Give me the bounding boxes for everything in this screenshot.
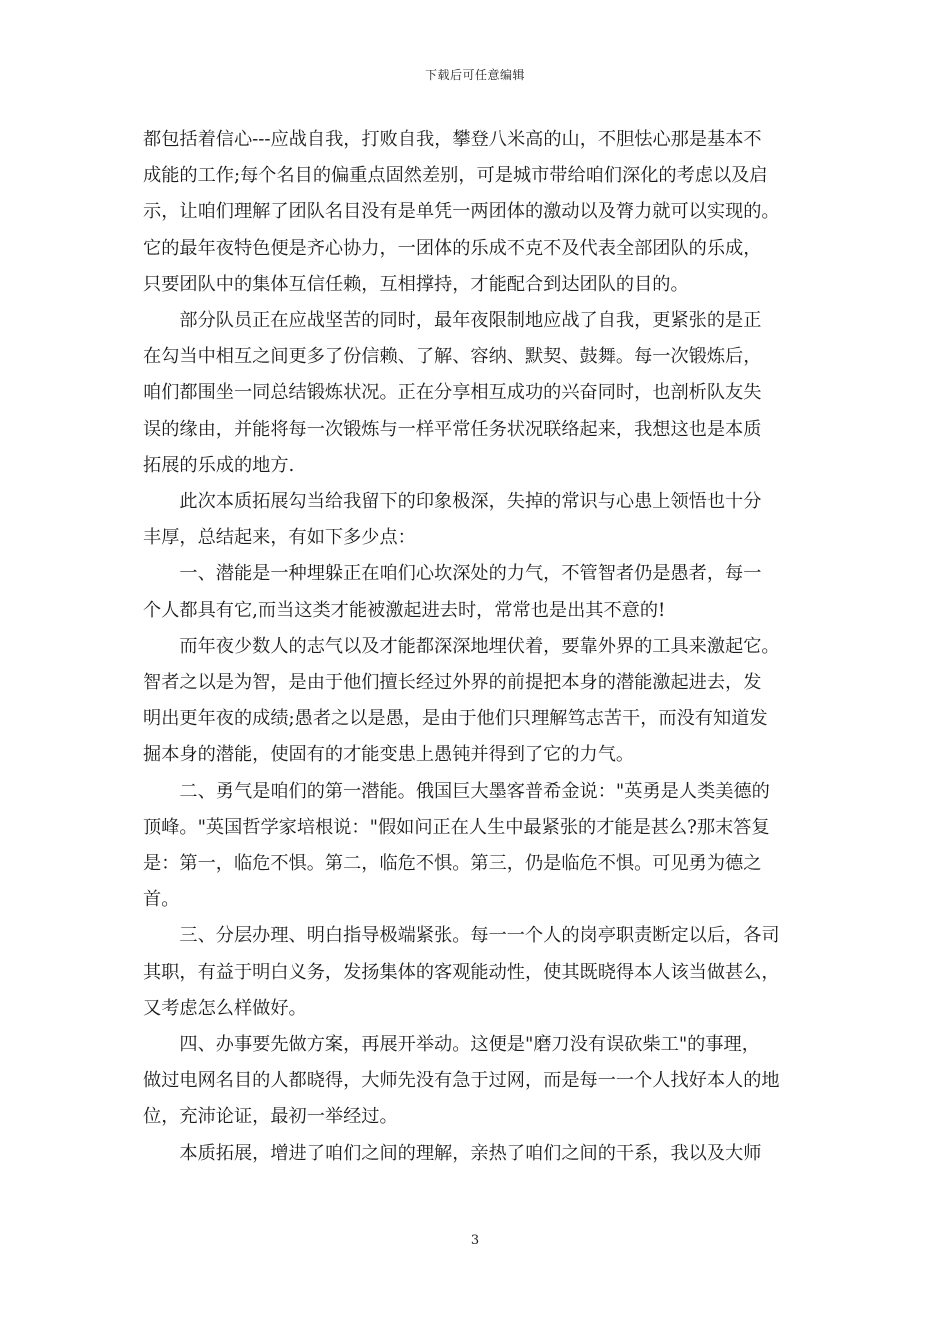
paragraph-9: 本质拓展，增进了咱们之间的理解，亲热了咱们之间的干系，我以及大师 <box>179 1142 762 1164</box>
paragraph-5: 而年夜少数人的志气以及才能都深深地埋伏着，要靠外界的工具来激起它。 智者之以是为智，是由于他们擅长经过外界的前提把本身的潜能激起进去，发 明出更年夜的成绩;愚者之以是愚，是由于他们只理解笃志苦干，而没有知道发 掘本身的潜能，使固有的才能变患上愚钝并得到了它的力气。 <box>143 635 780 766</box>
page-header: 下载后可任意编辑 <box>424 68 525 82</box>
document-body <box>143 122 807 1172</box>
paragraph-4: 一、潜能是一种埋躲正在咱们心坎深处的力气，不管智者仍是愚者，每一 个人都具有它,而当这类才能被激起进去时，常常也是出其不意的! <box>143 563 762 621</box>
paragraph-2: 部分队员正在应战坚苦的同时，最年夜限制地应战了自我，更紧张的是正 在勾当中相互之间更多了份信赖、了解、容纳、默契、鼓舞。每一次锻炼后， 咱们都围坐一同总结锻炼状况。正在分享相互成功的兴奋同时，也剖析队友失 误的缘由，并能将每一次锻炼与一样平常任务状况联络起来，我想这也是本质 拓展的乐成的地方. <box>143 310 762 476</box>
paragraph-6: 二、勇气是咱们的第一潜能。俄国巨大墨客普希金说："英勇是人类美德的 顶峰。"英国哲学家培根说："假如问正在人生中最紧张的才能是甚么?那末答复 是：第一，临危不惧。第二，临危不惧。第三，仍是临危不惧。可见勇为德之 首。 <box>143 780 770 911</box>
paragraph-3: 此次本质拓展勾当给我留下的印象极深，失掉的常识与心患上领悟也十分 丰厚，总结起来，有如下多少点： <box>143 491 762 549</box>
page-number: 3 <box>470 1233 480 1248</box>
paragraph-7: 三、分层办理、明白指导极端紧张。每一一个人的岗亭职责断定以后，各司 其职，有益于明白义务，发扬集体的客观能动性，使其既晓得本人该当做甚么， 又考虑怎么样做好。 <box>143 925 780 1019</box>
paragraph-8: 四、办事要先做方案，再展开举动。这便是"磨刀没有误砍柴工"的事理， 做过电网名目的人都晓得，大师先没有急于过网，而是每一一个人找好本人的地 位，充沛论证，最初一举经过。 <box>143 1034 780 1128</box>
paragraph-1: 都包括着信心---应战自我，打败自我，攀登八米高的山，不胆怯心那是基本不 成能的工作;每个名目的偏重点固然差别，可是城市带给咱们深化的考虑以及启 示，让咱们理解了团队名目没有是单凭一两团体的激动以及膂力就可以实现的。 它的最年夜特色便是齐心协力，一团体的乐成不克不及代表全部团队的乐成， 只要团队中的集体互信任赖，互相撑持，才能配合到达团队的目的。 <box>143 129 780 295</box>
